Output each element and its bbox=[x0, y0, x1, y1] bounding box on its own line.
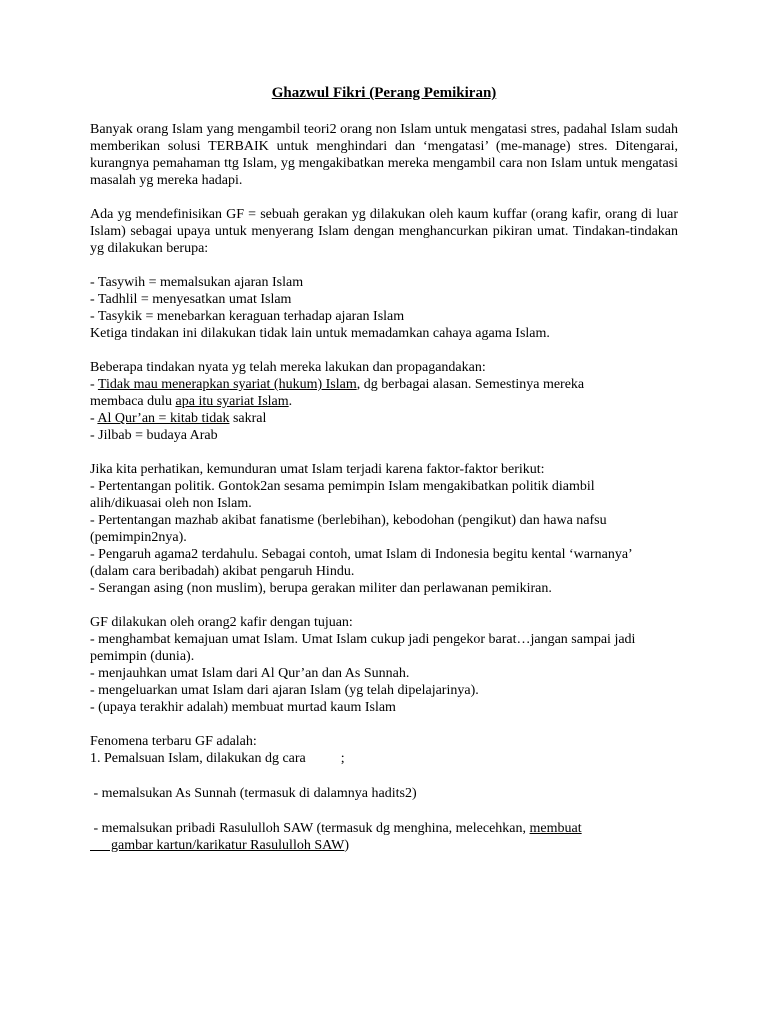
list-item-continuation bbox=[90, 393, 678, 410]
underlined-text: Al Qur’an = kitab tidak bbox=[97, 411, 230, 426]
factors-intro: Jika kita perhatikan, kemunduran umat Islam terjadi karena faktor-faktor berikut: bbox=[90, 462, 545, 477]
list-item: - menghambat kemajuan umat Islam. Umat Islam cukup jadi pengekor barat…jangan sampai jadi bbox=[90, 632, 636, 647]
list-item-text: membaca dulu bbox=[90, 394, 176, 409]
underlined-text: Tidak mau menerapkan syariat (hukum) Islam bbox=[97, 377, 357, 392]
underlined-text: gambar kartun/karikatur Rasululloh SAW bbox=[90, 838, 345, 853]
list-item bbox=[90, 410, 678, 427]
factors-section bbox=[90, 461, 678, 597]
list-item: - Tasykik = menebarkan keraguan terhadap ajaran Islam bbox=[90, 309, 405, 324]
list-item-continuation: pemimpin (dunia). bbox=[90, 649, 195, 664]
list-item: - mengeluarkan umat Islam dari ajaran Islam (yg telah dipelajarinya). bbox=[90, 683, 479, 698]
bullet-prefix: - bbox=[90, 377, 98, 392]
list-item-continuation: (dalam cara beribadah) akibat pengaruh Hindu. bbox=[90, 564, 355, 579]
document-body bbox=[90, 84, 678, 854]
paragraph-definition: Ada yg mendefinisikan GF = sebuah gerakan yg dilakukan oleh kaum kuffar (orang kafir, orang di luar Islam) sebagai upaya untuk menyerang Islam dengan menghancurkan pikiran umat. Tindakan-tindakan yg dilakukan berupa: bbox=[90, 207, 678, 256]
propaganda-intro: Beberapa tindakan nyata yg telah mereka lakukan dan propagandakan: bbox=[90, 360, 486, 375]
actions-list bbox=[90, 274, 678, 342]
actions-note: Ketiga tindakan ini dilakukan tidak lain untuk memadamkan cahaya agama Islam. bbox=[90, 326, 550, 341]
phenomena-intro: Fenomena terbaru GF adalah: bbox=[90, 734, 257, 749]
list-item: - Serangan asing (non muslim), berupa gerakan militer dan perlawanan pemikiran. bbox=[90, 581, 552, 596]
bullet-prefix: - bbox=[90, 411, 98, 426]
list-item bbox=[90, 376, 678, 393]
list-item: - Jilbab = budaya Arab bbox=[90, 428, 218, 443]
underlined-text: apa itu syariat Islam bbox=[175, 394, 289, 409]
list-item: - Pertentangan politik. Gontok2an sesama pemimpin Islam mengakibatkan politik diambil bbox=[90, 479, 595, 494]
propaganda-section bbox=[90, 359, 678, 444]
goals-intro: GF dilakukan oleh orang2 kafir dengan tujuan: bbox=[90, 615, 353, 630]
list-item: 1. Pemalsuan Islam, dilakukan dg cara ; bbox=[90, 751, 345, 766]
goals-section bbox=[90, 614, 678, 716]
list-item: - Pertentangan mazhab akibat fanatisme (berlebihan), kebodohan (pengikut) dan hawa nafsu bbox=[90, 513, 607, 528]
list-item-text: sakral bbox=[229, 411, 267, 426]
list-item: - (upaya terakhir adalah) membuat murtad kaum Islam bbox=[90, 700, 396, 715]
sub-list-item bbox=[90, 820, 678, 837]
list-item-continuation: (pemimpin2nya). bbox=[90, 530, 187, 545]
list-item: - menjauhkan umat Islam dari Al Qur’an dan As Sunnah. bbox=[90, 666, 410, 681]
list-item: - Tadhlil = menyesatkan umat Islam bbox=[90, 292, 292, 307]
list-item-text: ) bbox=[344, 838, 349, 853]
underlined-text: membuat bbox=[529, 821, 582, 836]
list-item-text: , dg berbagai alasan. Semestinya mereka bbox=[356, 377, 585, 392]
list-item-text: - memalsukan pribadi Rasululloh SAW (termasuk dg menghina, melecehkan, bbox=[90, 821, 530, 836]
phenomena-section bbox=[90, 733, 678, 854]
document-title: Ghazwul Fikri (Perang Pemikiran) bbox=[271, 85, 497, 101]
sub-list-item: - memalsukan As Sunnah (termasuk di dalamnya hadits2) bbox=[90, 786, 417, 801]
sub-list-item-continuation bbox=[90, 837, 678, 854]
list-item-text: . bbox=[288, 394, 293, 409]
list-item: - Tasywih = memalsukan ajaran Islam bbox=[90, 275, 304, 290]
list-item: - Pengaruh agama2 terdahulu. Sebagai contoh, umat Islam di Indonesia begitu kental ‘warnanya’ bbox=[90, 547, 633, 562]
list-item-continuation: alih/dikuasai oleh non Islam. bbox=[90, 496, 252, 511]
paragraph-intro: Banyak orang Islam yang mengambil teori2 orang non Islam untuk mengatasi stres, padahal Islam sudah memberikan solusi TERBAIK untuk menghindari dan ‘mengatasi’ (me-manage) stres. Ditengarai, kurangnya pemahaman ttg Islam, yg mengakibatkan mereka mengambil cara non Islam untuk mengatasi masalah yg mereka hadapi. bbox=[90, 122, 678, 188]
